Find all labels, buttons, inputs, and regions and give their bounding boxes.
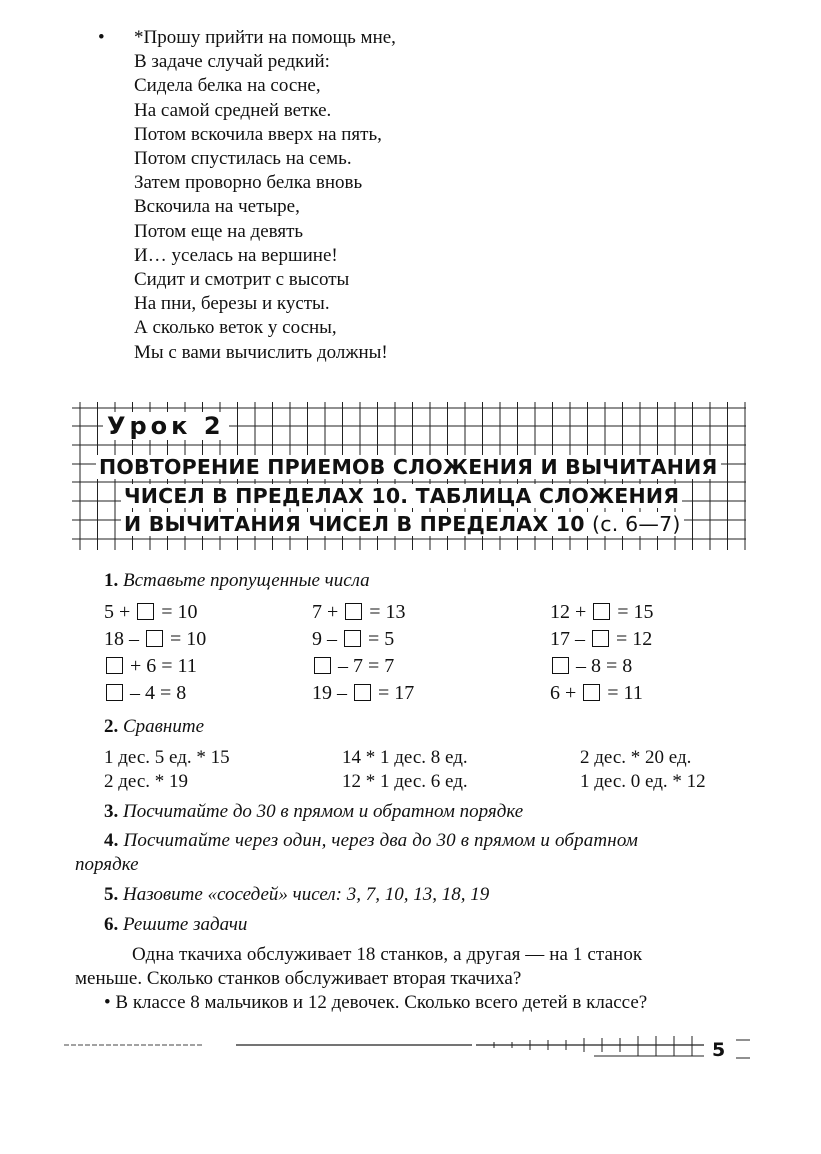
task-number: 3. [104, 801, 119, 822]
problem-bullet: • [104, 992, 111, 1013]
task-number: 6. [104, 914, 119, 935]
lesson-heading-text: И ВЫЧИТАНИЯ ЧИСЕЛ В ПРЕДЕЛАХ 10 [124, 512, 585, 536]
equation-left: 7 + [312, 601, 344, 623]
equation-left: 12 + [550, 601, 592, 623]
equation-right: = 5 [363, 628, 395, 650]
poem-line: Вскочила на четыре, [134, 196, 300, 218]
answer-box[interactable] [354, 684, 371, 701]
poem-bullet: • [98, 27, 105, 48]
equation-left: 5 + [104, 601, 136, 623]
problem-2 [104, 991, 647, 1015]
equation [104, 628, 206, 651]
poem-line: *Прошу прийти на помощь мне, [134, 27, 396, 48]
answer-box[interactable] [593, 603, 610, 620]
equation [312, 682, 414, 705]
task-text: Посчитайте до 30 в прямом и обратном порядке [123, 801, 524, 822]
equation [104, 601, 198, 624]
task-1 [104, 570, 370, 592]
task-6 [104, 914, 247, 936]
answer-box[interactable] [314, 657, 331, 674]
poem-line: А сколько веток у сосны, [134, 317, 337, 339]
equation-left: 19 – [312, 682, 352, 704]
equation-right: = 10 [156, 601, 198, 623]
compare-item: 14 * 1 дес. 8 ед. [342, 747, 468, 768]
task-number: 1. [104, 570, 119, 591]
task-3 [104, 801, 523, 823]
equation [550, 628, 652, 651]
answer-box[interactable] [552, 657, 569, 674]
equation-right: = 11 [602, 682, 643, 704]
equation [104, 682, 186, 705]
problem-1-line-2: меньше. Сколько станков обслуживает вторая ткачиха? [75, 968, 522, 989]
task-text: Назовите «соседей» чисел: 3, 7, 10, 13, 18, 19 [123, 884, 490, 905]
answer-box[interactable] [106, 657, 123, 674]
answer-box[interactable] [345, 603, 362, 620]
equation-left: 9 – [312, 628, 342, 650]
lesson-heading-line-2: ЧИСЕЛ В ПРЕДЕЛАХ 10. ТАБЛИЦА СЛОЖЕНИЯ [121, 484, 682, 508]
equation [550, 655, 632, 678]
lesson-heading-line-1: ПОВТОРЕНИЕ ПРИЕМОВ СЛОЖЕНИЯ И ВЫЧИТАНИЯ [96, 455, 721, 479]
equation-right: = 17 [373, 682, 415, 704]
compare-item: 12 * 1 дес. 6 ед. [342, 771, 468, 792]
poem-line: На пни, березы и кусты. [134, 293, 330, 315]
poem-line: Сидит и смотрит с высоты [134, 269, 350, 291]
equation-right: + 6 = 11 [125, 655, 197, 677]
problem-2-text: В классе 8 мальчиков и 12 девочек. Сколько всего детей в классе? [115, 992, 648, 1013]
task-text: порядке [75, 854, 139, 875]
poem-line: Затем проворно белка вновь [134, 172, 363, 194]
poem-line: В задаче случай редкий: [134, 51, 330, 73]
poem-line: Потом вскочила вверх на пять, [134, 123, 382, 145]
equation-right: = 12 [611, 628, 653, 650]
compare-item: 1 дес. 5 ед. * 15 [104, 747, 230, 768]
equation [312, 628, 394, 651]
equation [312, 655, 394, 678]
task-4-continuation [75, 854, 139, 876]
poem-line: Сидела белка на сосне, [134, 75, 321, 97]
answer-box[interactable] [592, 630, 609, 647]
poem-line: Потом еще на девять [134, 220, 304, 242]
footer-rule [64, 1034, 764, 1064]
equation-left: 18 – [104, 628, 144, 650]
poem [100, 26, 396, 365]
answer-box[interactable] [583, 684, 600, 701]
equation-left: 6 + [550, 682, 582, 704]
task-text: Решите задачи [123, 914, 248, 935]
task-text: Вставьте пропущенные числа [123, 570, 370, 591]
compare-item: 1 дес. 0 ед. * 12 [580, 771, 706, 792]
task-number: 2. [104, 716, 119, 737]
equation [104, 655, 197, 678]
task-2 [104, 716, 204, 738]
poem-line: На самой средней ветке. [134, 99, 332, 121]
answer-box[interactable] [146, 630, 163, 647]
equation-right: = 10 [165, 628, 207, 650]
equation-right: = 13 [364, 601, 406, 623]
compare-item: 2 дес. * 20 ед. [580, 747, 692, 768]
answer-box[interactable] [344, 630, 361, 647]
task-text: Посчитайте через один, через два до 30 в прямом и обратном [123, 830, 639, 851]
poem-line: Мы с вами вычислить должны! [134, 341, 388, 363]
task-number: 4. [104, 830, 119, 851]
compare-item: 2 дес. * 19 [104, 771, 189, 792]
answer-box[interactable] [137, 603, 154, 620]
task-text: Сравните [123, 716, 205, 737]
equation-right: – 7 = 7 [333, 655, 395, 677]
poem-line: И… уселась на вершине! [134, 244, 338, 266]
task-number: 5. [104, 884, 119, 905]
task-5 [104, 884, 489, 906]
lesson-pages: (с. 6—7) [592, 512, 681, 536]
equation-right: – 4 = 8 [125, 682, 187, 704]
poem-line: Потом спустилась на семь. [134, 148, 352, 170]
lesson-heading-line-3 [121, 512, 684, 536]
answer-box[interactable] [106, 684, 123, 701]
equation [312, 601, 406, 624]
equation-left: 17 – [550, 628, 590, 650]
equation-right: – 8 = 8 [571, 655, 633, 677]
page-number: 5 [712, 1039, 726, 1061]
task-4 [104, 830, 638, 852]
equation-right: = 15 [612, 601, 654, 623]
lesson-title: Урок 2 [103, 412, 229, 440]
equation [550, 601, 654, 624]
problem-1-line-1: Одна ткачиха обслуживает 18 станков, а другая — на 1 станок [132, 944, 643, 965]
equation [550, 682, 643, 705]
